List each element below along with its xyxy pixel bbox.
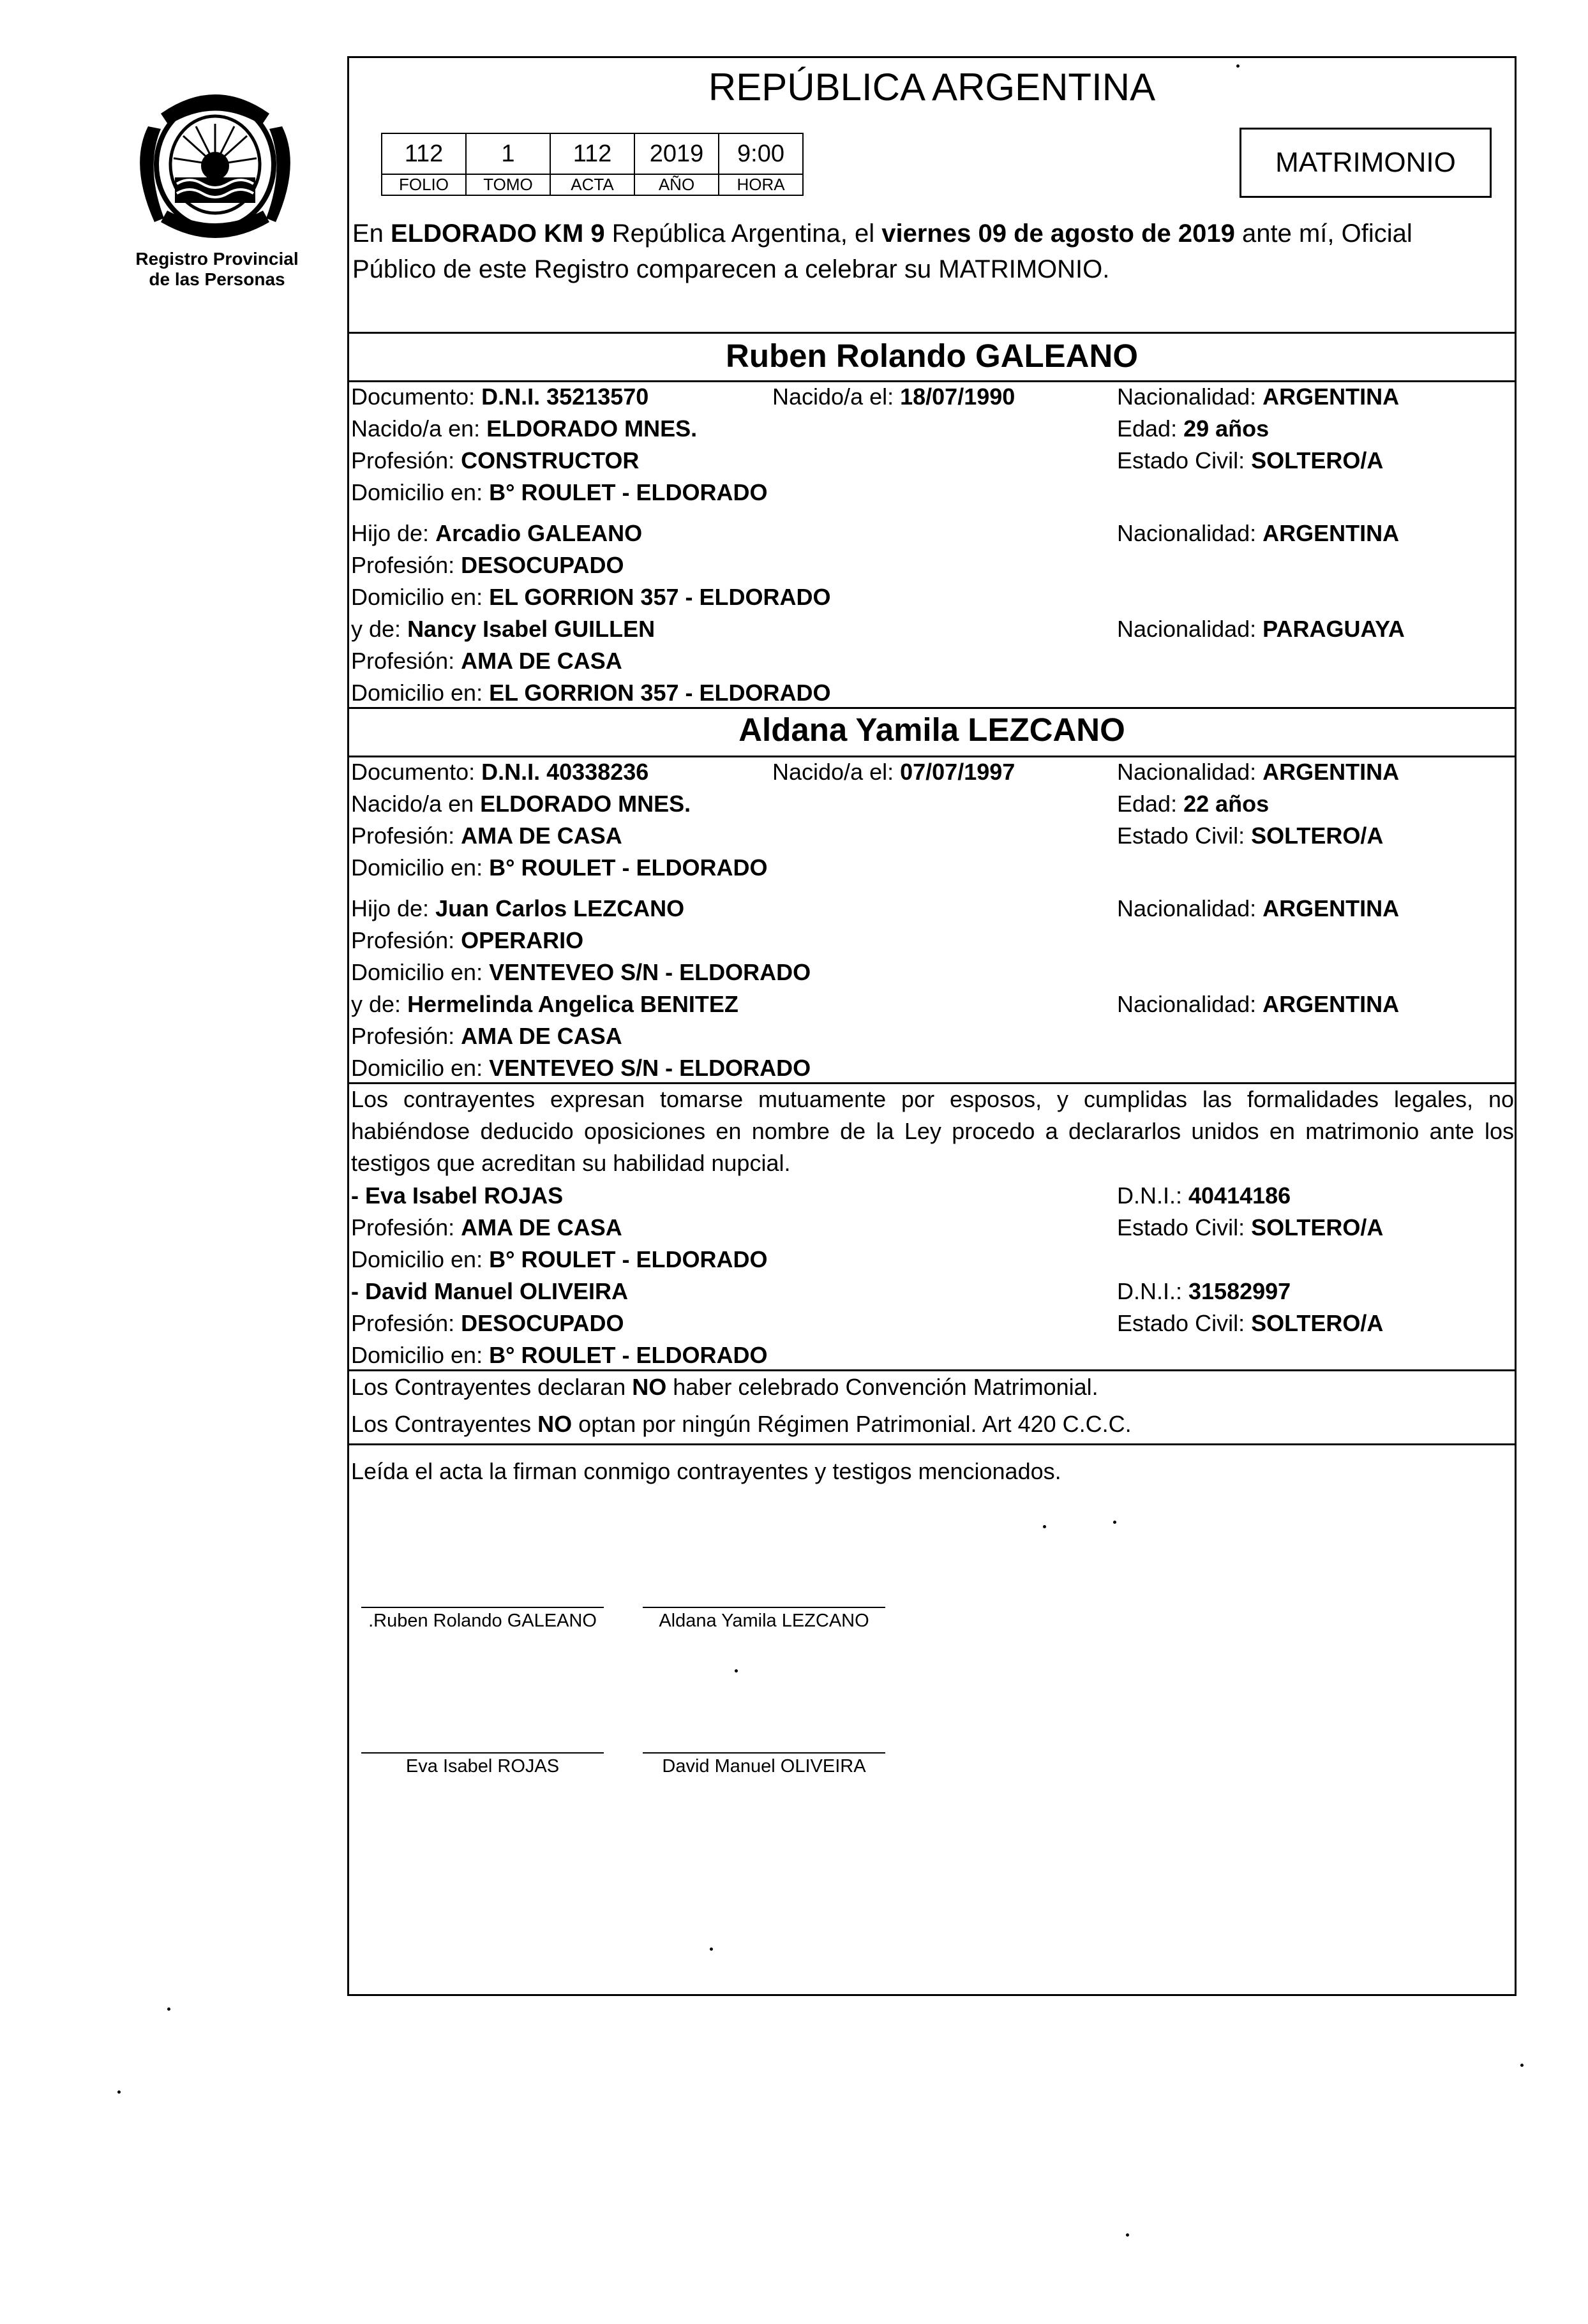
- declaration-text: Los contrayentes expresan tomarse mutuamente por esposos, y cumplidas las formalidades legales, no habiéndose deducido oposiciones en nombre de la Ley procedo a declararlos unidos en matrimonio ante los testigos que acreditan su habilidad nupcial.: [351, 1086, 1514, 1176]
- year-label: AÑO: [634, 174, 719, 195]
- witness1-name: - Eva Isabel ROJAS: [351, 1182, 564, 1209]
- scan-speck: [710, 1948, 713, 1951]
- hour-label: HORA: [719, 174, 803, 195]
- spouse2-document: Documento: D.N.I. 40338236: [351, 759, 649, 785]
- closing-text: Leída el acta la firman conmigo contrayentes y testigos mencionados.: [351, 1458, 1061, 1484]
- intro-place: ELDORADO KM 9: [391, 220, 605, 248]
- spouse1-father: Hijo de: Arcadio GALEANO: [351, 520, 643, 546]
- spouse1-mother: y de: Nancy Isabel GUILLEN: [351, 616, 655, 642]
- witness1-address: Domicilio en: B° ROULET - ELDORADO: [351, 1246, 768, 1272]
- witness2-profession: Profesión: DESOCUPADO: [351, 1310, 624, 1336]
- witness1-civil-status: Estado Civil: SOLTERO/A: [1117, 1214, 1384, 1240]
- spouse1-father-profession: Profesión: DESOCUPADO: [351, 552, 624, 578]
- spouse2-mother-address: Domicilio en: VENTEVEO S/N - ELDORADO: [351, 1055, 811, 1081]
- divider: [347, 707, 1517, 709]
- spouse2-mother-profession: Profesión: AMA DE CASA: [351, 1023, 622, 1049]
- regime-statement: Los Contrayentes NO optan por ningún Régimen Patrimonial. Art 420 C.C.C.: [351, 1411, 1132, 1437]
- scan-speck: [1043, 1525, 1046, 1528]
- registry-caption: [109, 249, 326, 290]
- signature-spouse2: Aldana Yamila LEZCANO: [659, 1611, 869, 1631]
- spouse1-nationality: Nacionalidad: ARGENTINA: [1117, 384, 1400, 410]
- spouse2-age: Edad: 22 años: [1117, 791, 1270, 817]
- spouse2-mother-nationality: Nacionalidad: ARGENTINA: [1117, 991, 1400, 1017]
- acta-value: 112: [550, 133, 634, 174]
- intro-line1: En ELDORADO KM 9 República Argentina, el viernes 09 de agosto de 2019 ante mí, Oficial: [352, 220, 1412, 248]
- witness1-profession: Profesión: AMA DE CASA: [351, 1214, 622, 1240]
- province-emblem: [123, 88, 308, 254]
- folio-value: 112: [382, 133, 466, 174]
- spouse2-father: Hijo de: Juan Carlos LEZCANO: [351, 895, 685, 921]
- spouse1-profession: Profesión: CONSTRUCTOR: [351, 447, 640, 473]
- witness2-dni: D.N.I.: 31582997: [1117, 1278, 1291, 1304]
- divider: [347, 380, 1517, 382]
- convention-statement: Los Contrayentes declaran NO haber celebrado Convención Matrimonial.: [351, 1374, 1098, 1400]
- spouse1-mother-nationality: Nacionalidad: PARAGUAYA: [1117, 616, 1405, 642]
- spouse1-father-address: Domicilio en: EL GORRION 357 - ELDORADO: [351, 584, 831, 610]
- country-title: REPÚBLICA ARGENTINA: [708, 66, 1156, 108]
- hour-value: 9:00: [719, 133, 803, 174]
- spouse1-mother-profession: Profesión: AMA DE CASA: [351, 648, 622, 674]
- spouse2-profession: Profesión: AMA DE CASA: [351, 823, 622, 849]
- spouse1-address: Domicilio en: B° ROULET - ELDORADO: [351, 479, 768, 505]
- spouse1-birthdate: Nacido/a el: 18/07/1990: [772, 384, 1015, 410]
- scan-speck: [1236, 64, 1240, 68]
- scan-speck: [117, 2090, 121, 2094]
- spouse2-name: Aldana Yamila LEZCANO: [738, 711, 1125, 748]
- signature-witness1: Eva Isabel ROJAS: [405, 1756, 560, 1777]
- signature-line: [361, 1607, 604, 1608]
- scan-speck: [1113, 1521, 1116, 1524]
- spouse2-nationality: Nacionalidad: ARGENTINA: [1117, 759, 1400, 785]
- spouse2-father-address: Domicilio en: VENTEVEO S/N - ELDORADO: [351, 959, 811, 985]
- spouse2-birthdate: Nacido/a el: 07/07/1997: [772, 759, 1015, 785]
- spouse1-mother-address: Domicilio en: EL GORRION 357 - ELDORADO: [351, 680, 831, 706]
- folio-label: FOLIO: [382, 174, 466, 195]
- witness2-civil-status: Estado Civil: SOLTERO/A: [1117, 1310, 1384, 1336]
- scan-speck: [1520, 2064, 1524, 2067]
- spouse1-birthplace: Nacido/a en: ELDORADO MNES.: [351, 415, 698, 442]
- spouse2-mother: y de: Hermelinda Angelica BENITEZ: [351, 991, 738, 1017]
- scan-speck: [167, 2007, 170, 2011]
- spouse2-address: Domicilio en: B° ROULET - ELDORADO: [351, 854, 768, 881]
- year-value: 2019: [634, 133, 719, 174]
- signature-line: [643, 1752, 885, 1754]
- divider: [347, 1443, 1517, 1445]
- divider: [347, 1369, 1517, 1371]
- witness1-dni: D.N.I.: 40414186: [1117, 1182, 1291, 1209]
- signature-witness2: David Manuel OLIVEIRA: [662, 1756, 866, 1777]
- act-type-box: MATRIMONIO: [1240, 128, 1492, 198]
- spouse1-name: Ruben Rolando GALEANO: [726, 338, 1138, 374]
- scan-speck: [1126, 2233, 1129, 2237]
- signature-spouse1: .Ruben Rolando GALEANO: [368, 1611, 597, 1631]
- intro-line2: Público de este Registro comparecen a celebrar su MATRIMONIO.: [352, 255, 1110, 283]
- spouse2-birthplace: Nacido/a en ELDORADO MNES.: [351, 791, 691, 817]
- registry-caption-line1: Registro Provincial: [135, 249, 299, 269]
- witness2-address: Domicilio en: B° ROULET - ELDORADO: [351, 1342, 768, 1368]
- tomo-value: 1: [466, 133, 550, 174]
- divider: [347, 756, 1517, 757]
- signature-line: [361, 1752, 604, 1754]
- spouse1-father-nationality: Nacionalidad: ARGENTINA: [1117, 520, 1400, 546]
- divider: [347, 332, 1517, 334]
- spouse2-father-nationality: Nacionalidad: ARGENTINA: [1117, 895, 1400, 921]
- spouse1-age: Edad: 29 años: [1117, 415, 1270, 442]
- spouse1-civil-status: Estado Civil: SOLTERO/A: [1117, 447, 1384, 473]
- scan-speck: [735, 1669, 738, 1672]
- acta-label: ACTA: [550, 174, 634, 195]
- spouse2-father-profession: Profesión: OPERARIO: [351, 927, 584, 953]
- intro-date: viernes 09 de agosto de 2019: [881, 220, 1235, 248]
- spouse2-civil-status: Estado Civil: SOLTERO/A: [1117, 823, 1384, 849]
- intro-paragraph: [352, 216, 1511, 287]
- spouse1-document: Documento: D.N.I. 35213570: [351, 384, 649, 410]
- tomo-label: TOMO: [466, 174, 550, 195]
- signature-line: [643, 1607, 885, 1608]
- reference-table: [381, 133, 804, 196]
- registry-caption-line2: de las Personas: [149, 269, 285, 289]
- witness2-name: - David Manuel OLIVEIRA: [351, 1278, 629, 1304]
